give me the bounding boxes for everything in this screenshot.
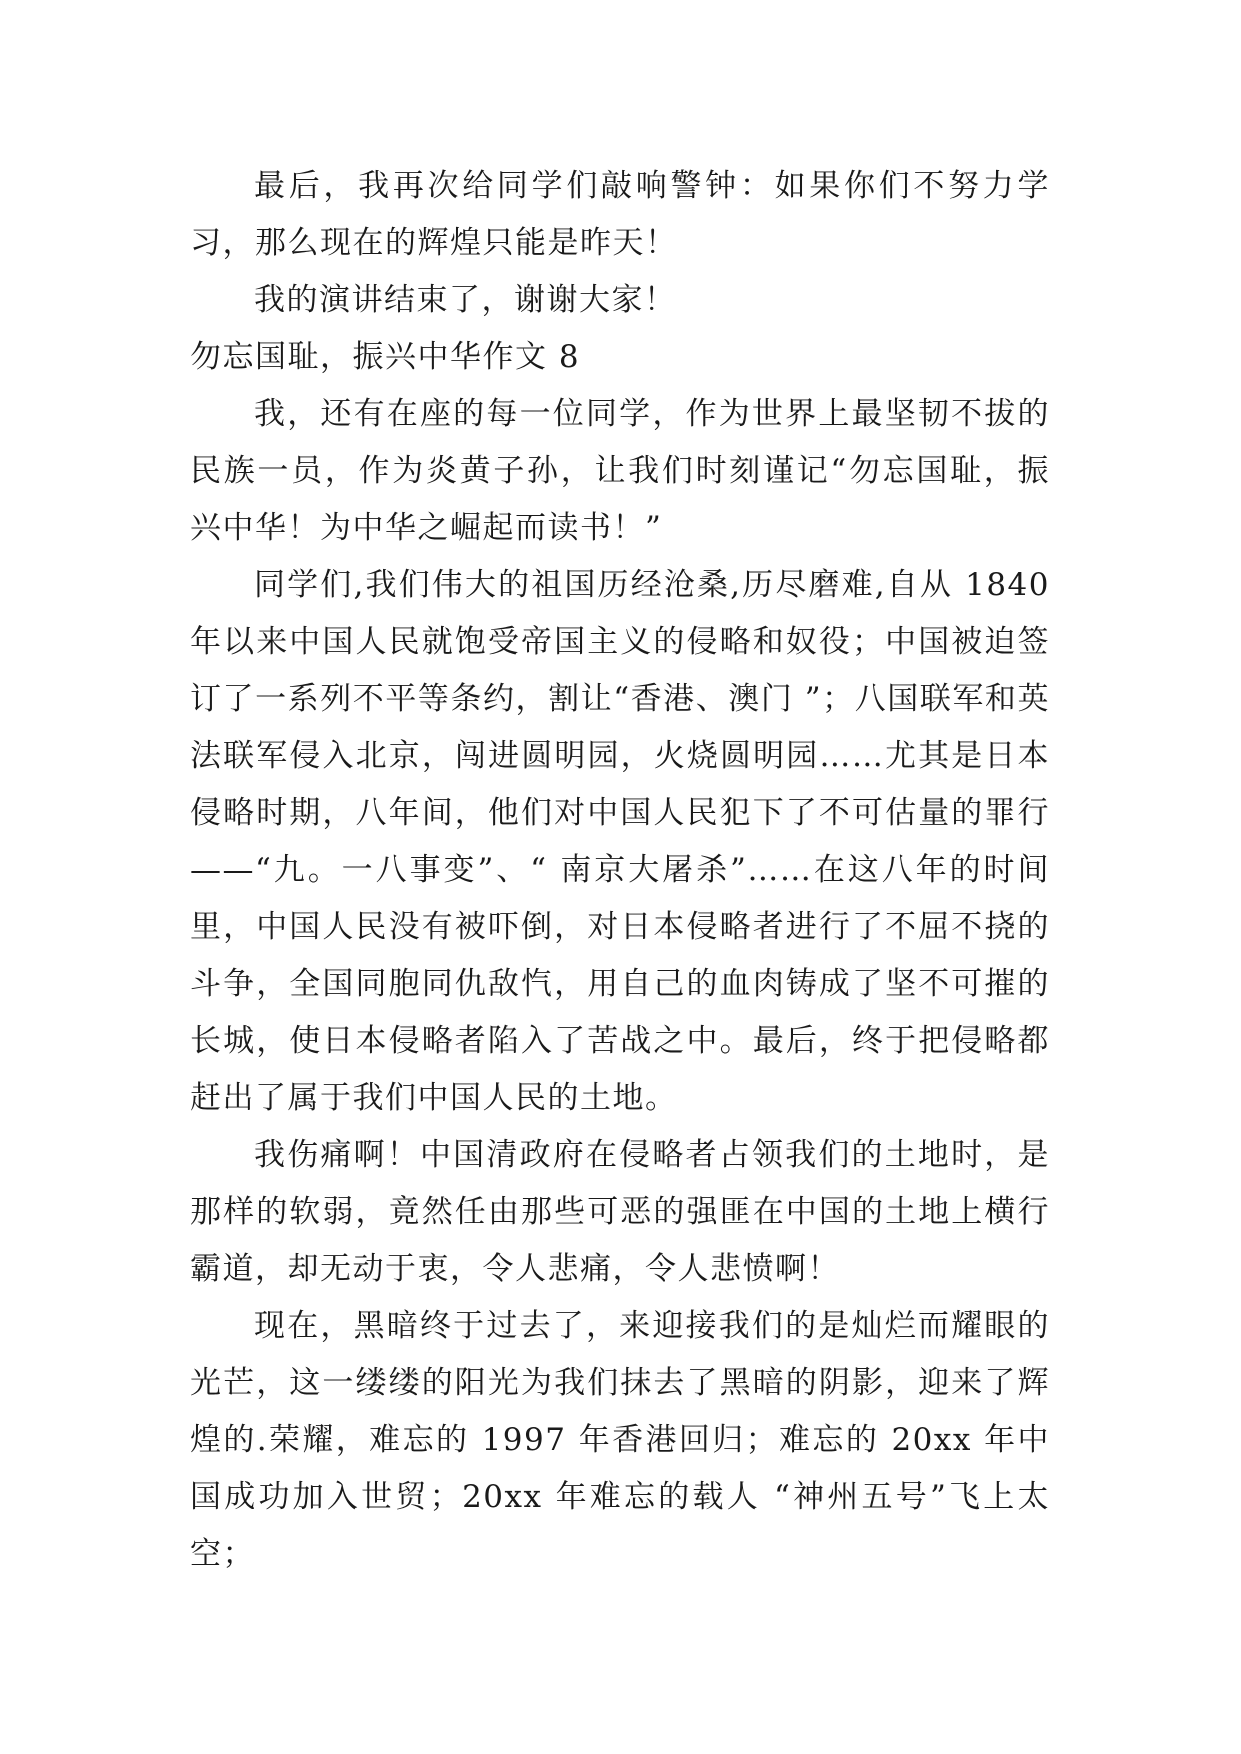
paragraph-closing-warning: 最后，我再次给同学们敲响警钟：如果你们不努力学习，那么现在的辉煌只能是昨天！ <box>190 168 1050 261</box>
document-body <box>190 158 1050 1583</box>
paragraph-speech-end: 我的演讲结束了，谢谢大家！ <box>254 282 677 318</box>
paragraph-history: 同学们,我们伟大的祖国历经沧桑,历尽磨难,自从 1840 年以来中国人民就饱受帝国主义的侵略和奴役；中国被迫签订了一系列不平等条约，割让“香港、澳门 ”；八国联军和英法联军侵入北京，闯进圆明园，火烧圆明园……尤其是日本侵略时期，八年间，他们对中国人民犯下了不可估量的罪行——“九。一八事变”、“ 南京大屠杀”……在这八年的时间里，中国人民没有被吓倒，对日本侵略者进行了不屈不挠的斗争，全国同胞同仇敌忾，用自己的血肉铸成了坚不可摧的长城，使日本侵略者陷入了苦战之中。最后，终于把侵略都赶出了属于我们中国人民的土地。 <box>190 567 1050 1116</box>
paragraph-present: 现在，黑暗终于过去了，来迎接我们的是灿烂而耀眼的光芒，这一缕缕的阳光为我们抹去了黑暗的阴影，迎来了辉煌的.荣耀，难忘的 1997 年香港回归；难忘的 20xx 年中国成功加入世贸；20xx 年难忘的载人 “神州五号”飞上太空； <box>190 1308 1050 1572</box>
essay-title: 勿忘国耻，振兴中华作文 8 <box>190 339 581 375</box>
paragraph-sorrow: 我伤痛啊！中国清政府在侵略者占领我们的土地时，是那样的软弱，竟然任由那些可恶的强匪在中国的土地上横行霸道，却无动于衷，令人悲痛，令人悲愤啊！ <box>190 1137 1050 1287</box>
paragraph-intro: 我，还有在座的每一位同学，作为世界上最坚韧不拔的民族一员，作为炎黄子孙，让我们时刻谨记“勿忘国耻，振兴中华！为中华之崛起而读书！” <box>190 396 1050 546</box>
